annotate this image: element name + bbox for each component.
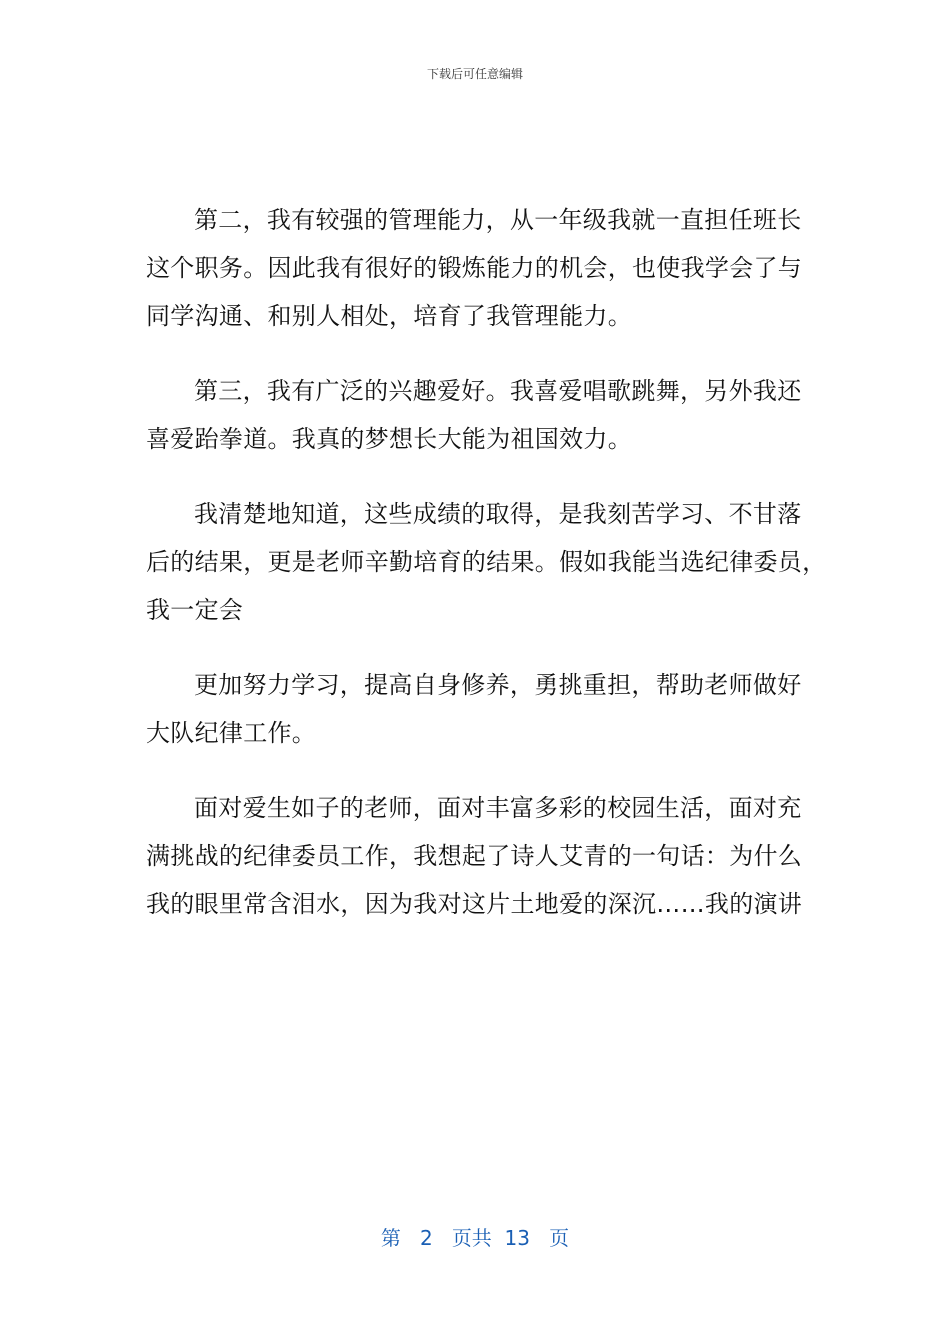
text-line: 同学沟通、和别人相处，培育了我管理能力。 <box>146 302 632 330</box>
text-line: 第三，我有广泛的兴趣爱好。我喜爱唱歌跳舞，另外我还 <box>194 377 802 405</box>
text-line: 我的眼里常含泪水，因为我对这片土地爱的深沉……我的演讲 <box>146 890 803 918</box>
text-line: 我清楚地知道，这些成绩的取得，是我刻苦学习、不甘落 <box>194 500 802 528</box>
text-line: 我一定会 <box>146 596 244 624</box>
text-line: 这个职务。因此我有很好的锻炼能力的机会，也使我学会了与 <box>146 254 803 282</box>
document-body <box>146 196 827 928</box>
text-line: 大队纪律工作。 <box>146 719 317 747</box>
text-line: 更加努力学习，提高自身修养，勇挑重担，帮助老师做好 <box>194 671 802 699</box>
footer-suffix: 页 <box>549 1226 570 1250</box>
paragraph <box>146 490 827 634</box>
page-footer <box>0 1225 950 1251</box>
footer-total-pages: 13 <box>504 1226 530 1250</box>
text-line: 面对爱生如子的老师，面对丰富多彩的校园生活，面对充 <box>194 794 802 822</box>
footer-middle: 页共 <box>451 1226 492 1250</box>
text-line: 满挑战的纪律委员工作，我想起了诗人艾青的一句话：为什么 <box>146 842 803 870</box>
page-header: 下载后可任意编辑 <box>426 67 523 81</box>
text-line: 后的结果，更是老师辛勤培育的结果。假如我能当选纪律委员， <box>146 548 827 576</box>
paragraph <box>146 784 806 928</box>
footer-prefix: 第 <box>380 1226 401 1250</box>
text-line: 第二，我有较强的管理能力，从一年级我就一直担任班长 <box>194 206 802 234</box>
paragraph <box>146 661 806 757</box>
paragraph <box>146 196 806 340</box>
text-line: 喜爱跆拳道。我真的梦想长大能为祖国效力。 <box>146 425 632 453</box>
footer-current-page: 2 <box>420 1226 433 1250</box>
paragraph <box>146 367 806 463</box>
